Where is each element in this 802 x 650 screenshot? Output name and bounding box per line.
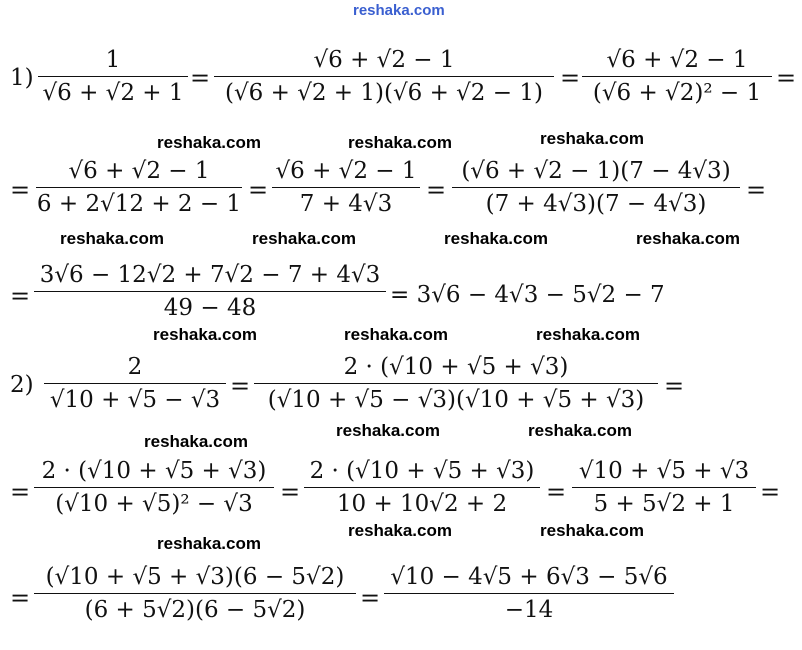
- watermark: reshaka.com: [540, 521, 644, 540]
- denominator: 7 + 4√3: [299, 191, 393, 217]
- equals-sign: =: [760, 478, 781, 506]
- equals-sign: =: [10, 584, 31, 612]
- equals-sign: =: [776, 64, 797, 92]
- watermark: reshaka.com: [157, 133, 261, 152]
- denominator: (√6 + √2 + 1)(√6 + √2 − 1): [225, 80, 543, 106]
- p1-l2-fraction-1: [36, 158, 242, 217]
- denominator: (6 + 5√2)(6 − 5√2): [84, 597, 306, 623]
- numerator: 2 · (√10 + √5 + √3): [41, 458, 267, 484]
- p1-l2-fraction-3: [452, 158, 740, 217]
- numerator: √6 + √2 − 1: [275, 158, 417, 184]
- p1-l1-fraction-1: [38, 47, 188, 106]
- numerator: √10 − 4√5 + 6√3 − 5√6: [390, 564, 668, 590]
- equals-sign: =: [190, 64, 211, 92]
- watermark: reshaka.com: [144, 432, 248, 451]
- p1-l3-fraction-1: [34, 262, 386, 321]
- watermark: reshaka.com: [536, 325, 640, 344]
- numerator: √6 + √2 − 1: [68, 158, 210, 184]
- watermark: reshaka.com: [157, 534, 261, 553]
- denominator: √10 + √5 − √3: [49, 387, 221, 413]
- denominator: (√6 + √2)² − 1: [592, 80, 762, 106]
- watermark: reshaka.com: [344, 325, 448, 344]
- problem-2-label: 2): [10, 372, 34, 398]
- watermark: reshaka.com: [540, 129, 644, 148]
- denominator: 10 + 10√2 + 2: [336, 491, 508, 517]
- p2-l2-fraction-1: [34, 458, 274, 517]
- denominator: 5 + 5√2 + 1: [593, 491, 735, 517]
- p1-l2-fraction-2: [272, 158, 420, 217]
- watermark: reshaka.com: [444, 229, 548, 248]
- equals-sign: =: [10, 176, 31, 204]
- denominator: −14: [504, 597, 554, 623]
- watermark: reshaka.com: [252, 229, 356, 248]
- equals-sign: =: [746, 176, 767, 204]
- numerator: √6 + √2 − 1: [313, 47, 455, 73]
- denominator: (7 + 4√3)(7 − 4√3): [485, 191, 707, 217]
- watermark: reshaka.com: [336, 421, 440, 440]
- watermark: reshaka.com: [153, 325, 257, 344]
- p1-l1-fraction-2: [214, 47, 554, 106]
- p2-l1-fraction-2: [254, 354, 658, 413]
- p2-l1-fraction-1: [44, 354, 226, 413]
- p2-l3-fraction-2: [384, 564, 674, 623]
- watermark: reshaka.com: [348, 133, 452, 152]
- denominator: 49 − 48: [163, 295, 257, 321]
- numerator: 2 · (√10 + √5 + √3): [309, 458, 535, 484]
- equals-sign: =: [248, 176, 269, 204]
- equals-sign: =: [426, 176, 447, 204]
- numerator: (√10 + √5 + √3)(6 − 5√2): [45, 564, 345, 590]
- equals-sign: =: [664, 372, 685, 400]
- equals-sign: =: [280, 478, 301, 506]
- numerator: 3√6 − 12√2 + 7√2 − 7 + 4√3: [39, 262, 381, 288]
- equals-sign: =: [10, 282, 31, 310]
- denominator: (√10 + √5 − √3)(√10 + √5 + √3): [267, 387, 645, 413]
- numerator: 2: [127, 354, 143, 380]
- watermark: reshaka.com: [60, 229, 164, 248]
- numerator: √10 + √5 + √3: [578, 458, 750, 484]
- numerator: (√6 + √2 − 1)(7 − 4√3): [461, 158, 731, 184]
- watermark: reshaka.com: [636, 229, 740, 248]
- p2-l2-fraction-3: [572, 458, 756, 517]
- p2-l3-fraction-1: [34, 564, 356, 623]
- p1-result: = 3√6 − 4√3 − 5√2 − 7: [390, 282, 665, 308]
- watermark: reshaka.com: [348, 521, 452, 540]
- equals-sign: =: [546, 478, 567, 506]
- numerator: √6 + √2 − 1: [606, 47, 748, 73]
- watermark: reshaka.com: [528, 421, 632, 440]
- equals-sign: =: [10, 478, 31, 506]
- p1-l1-fraction-3: [582, 47, 772, 106]
- p2-l2-fraction-2: [304, 458, 540, 517]
- equals-sign: =: [560, 64, 581, 92]
- numerator: 1: [105, 47, 121, 73]
- problem-1-label: 1): [10, 65, 34, 91]
- denominator: 6 + 2√12 + 2 − 1: [36, 191, 242, 217]
- denominator: √6 + √2 + 1: [42, 80, 184, 106]
- equals-sign: =: [230, 372, 251, 400]
- equals-sign: =: [360, 584, 381, 612]
- numerator: 2 · (√10 + √5 + √3): [343, 354, 569, 380]
- denominator: (√10 + √5)² − √3: [55, 491, 253, 517]
- site-watermark-top: reshaka.com: [353, 2, 445, 19]
